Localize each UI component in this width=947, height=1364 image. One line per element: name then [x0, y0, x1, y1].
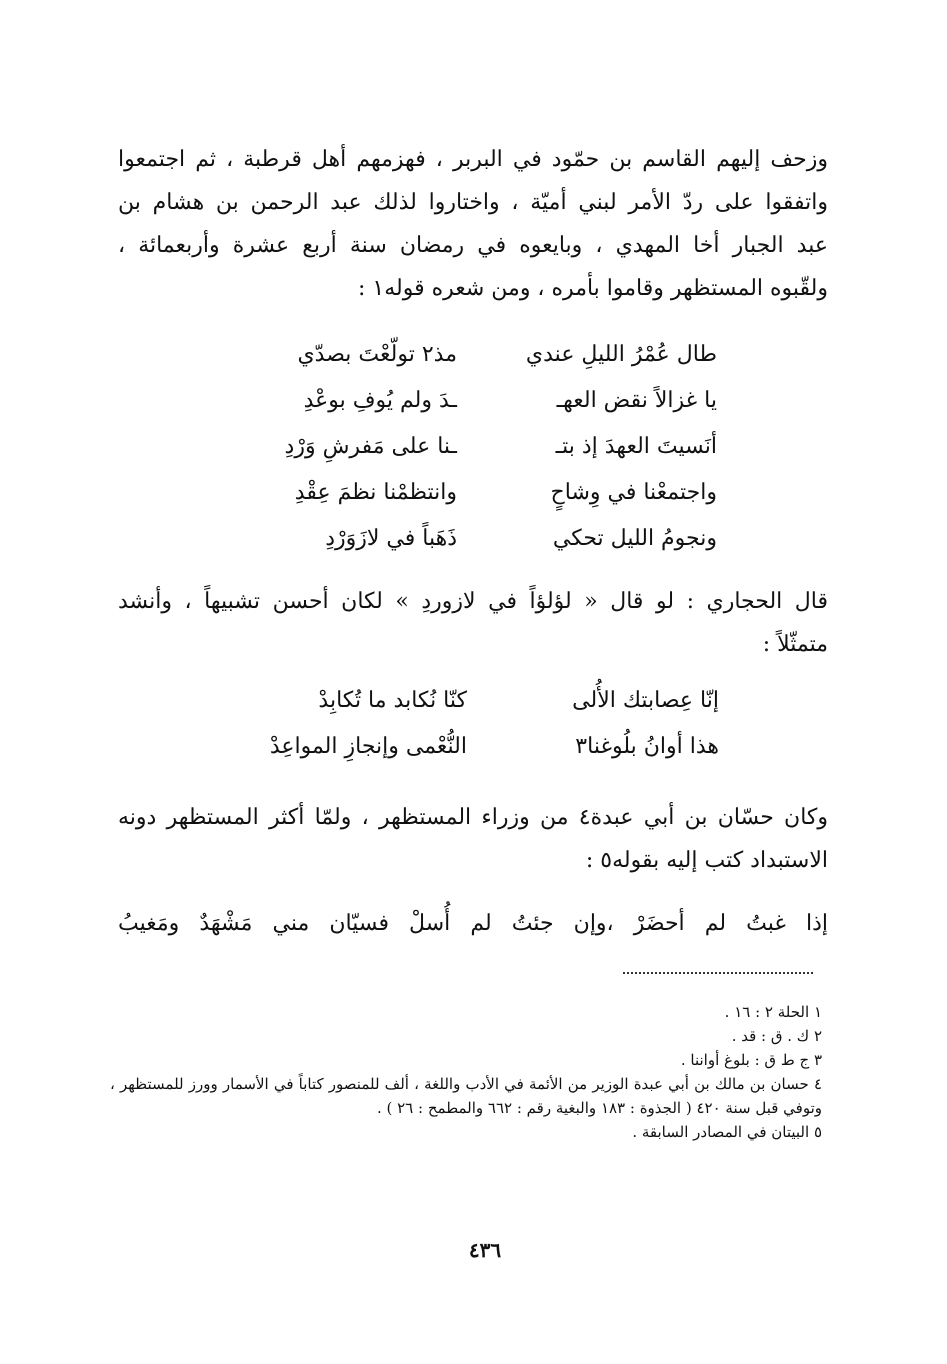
poem-3 [118, 902, 828, 945]
paragraph-3 [118, 796, 828, 882]
verse-hemistich: وانتظمْنا نظمَ عِقْدِ [294, 480, 457, 505]
verse-hemistich: النُّعْمى وإنجازِ المواعِدْ [269, 734, 467, 759]
footnote-2: ٢ ك . ق : قد . [731, 1027, 822, 1045]
footnote-divider [623, 972, 813, 974]
verse-hemistich: ونجومُ الليل تحكي [552, 526, 717, 551]
verse-hemistich: أنَسيتَ العهدَ إذ بتـ [555, 434, 717, 459]
paragraph-2 [118, 580, 828, 666]
verse-hemistich: إنّا عِصابتك الأُلى [572, 688, 719, 713]
verse-hemistich: ـنا على مَفرشِ وَرْدِ [284, 434, 457, 459]
paragraph-1 [118, 138, 828, 310]
verse-hemistich: ـدَ ولم يُوفِ بوعْدِ [303, 388, 457, 413]
verse-hemistich: طال عُمْرُ الليلِ عندي [525, 342, 717, 367]
text-line: وزحف إليهم القاسم بن حمّود في البربر ، فهزمهم أهل قرطبة ، ثم اجتمعوا [118, 147, 828, 172]
text-line: الاستبداد كتب إليه بقوله٥ : [585, 848, 828, 873]
verse-hemistich: واجتمعْنا في وِشاحٍ [550, 480, 717, 505]
text-line: وكان حسّان بن أبي عبدة٤ من وزراء المستظهر ، ولمّا أكثر المستظهر دونه [118, 805, 829, 830]
verse-hemistich: هذا أوانُ بلُوغنا٣ [575, 734, 719, 759]
text-line: قال الحجاري : لو قال « لؤلؤاً في لازوردِ » لكان أحسن تشبيهاً ، وأنشد [118, 589, 828, 614]
text-line: عبد الجبار أخا المهدي ، وبايعوه في رمضان سنة أربع عشرة وأربعمائة ، [118, 233, 828, 258]
verse-hemistich: كنّا نُكابد ما تُكابِدْ [318, 688, 467, 713]
text-line: متمثّلاً : [762, 632, 828, 657]
footnote-5: ٥ البيتان في المصادر السابقة . [632, 1123, 822, 1141]
page-number: ٤٣٦ [468, 1238, 502, 1262]
text-line: ولقّبوه المستظهر وقاموا بأمره ، ومن شعره قوله١ : [357, 276, 828, 301]
verse-hemistich: مذ٢ تولّعْتَ بصدّي [297, 342, 457, 367]
text-line: واتفقوا على ردّ الأمر لبني أميّة ، واختاروا لذلك عبد الرحمن بن هشام بن [118, 190, 828, 215]
verse-line: إذا غبتُ لم أحضَرْ ،وإن جئتُ لم أُسلْ فسيّان مني مَشْهَدٌ ومَغيبُ [118, 911, 828, 936]
footnotes [110, 1000, 822, 1144]
footnote-4: ٤ حسان بن مالك بن أبي عبدة الوزير من الأئمة في الأدب واللغة ، ألف للمنصور كتاباً في الأسمار وورز للمستظهر ، وتوفي قبل سنة ٤٢٠ ( الجذوة : ١٨٣ والبغية رقم : ٦٦٢ والمطمح : ٢٦ ) . [110, 1075, 822, 1117]
footnote-3: ٣ ج ط ق : بلوغ أواننا . [680, 1051, 822, 1069]
footnote-1: ١ الحلة ٢ : ١٦ . [724, 1003, 822, 1021]
verse-hemistich: يا غزالاً نقض العهـ [556, 388, 717, 413]
verse-hemistich: ذَهَباً في لازَوَرْدِ [325, 526, 457, 551]
